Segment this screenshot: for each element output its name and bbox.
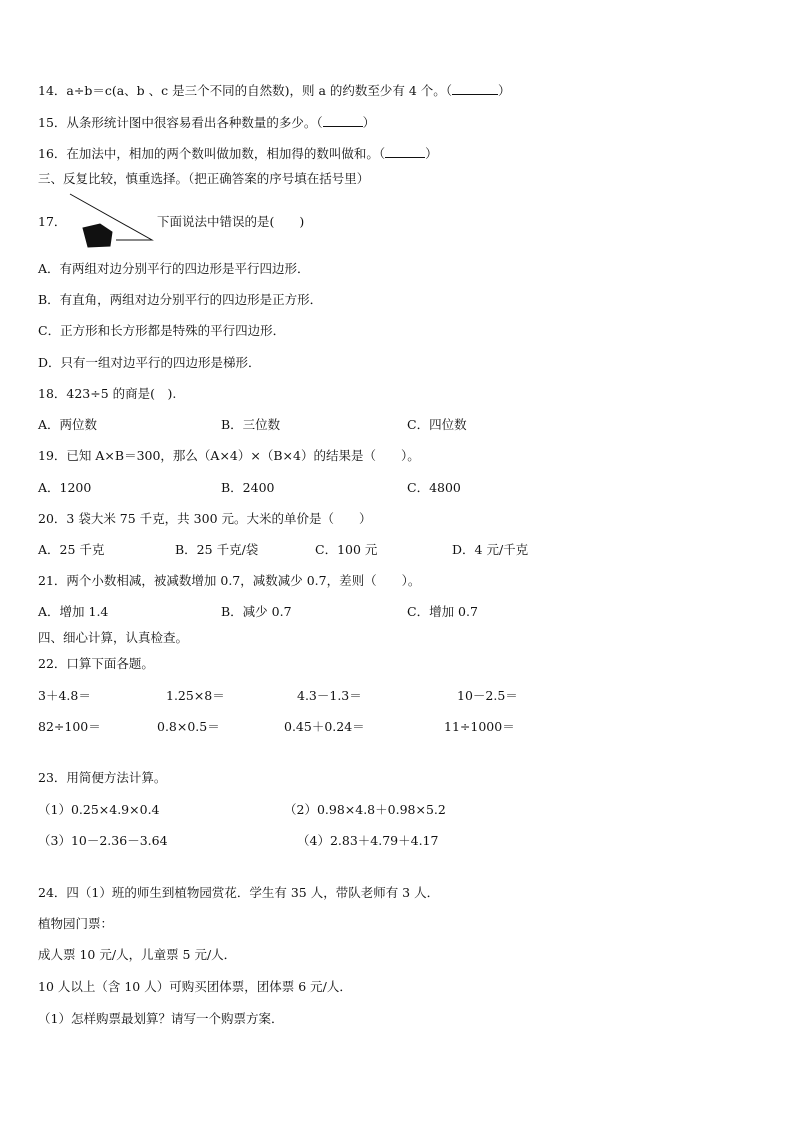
calc-item: 11÷1000＝ <box>444 719 515 734</box>
option-b[interactable]: B．25 千克/袋 <box>175 542 259 557</box>
calc-item: 3＋4.8＝ <box>38 688 91 703</box>
answer-blank[interactable] <box>452 83 498 95</box>
option-b[interactable]: B．2400 <box>221 480 275 495</box>
option-b[interactable]: B．三位数 <box>221 417 281 432</box>
option-a[interactable]: A．1200 <box>38 480 92 495</box>
option-c[interactable]: C．四位数 <box>407 417 467 432</box>
question-20-stem: 20．3 袋大米 75 千克，共 300 元。大米的单价是（ ） <box>38 511 372 526</box>
text-line: （1）怎样购票最划算？请写一个购票方案． <box>38 1011 284 1026</box>
question-23-stem: 23．用简便方法计算。 <box>38 770 167 785</box>
question-18-stem: 18．423÷5 的商是( ). <box>38 386 177 401</box>
option-c[interactable]: C．4800 <box>407 480 461 495</box>
option-a[interactable]: A．增加 1.4 <box>38 604 109 619</box>
section-4-heading: 四、细心计算，认真检查。 <box>38 630 189 645</box>
answer-blank[interactable] <box>323 115 363 127</box>
calc-item: （1）0.25×4.9×0.4 <box>38 802 160 817</box>
option-d[interactable]: D．只有一组对边平行的四边形是梯形． <box>38 355 261 370</box>
question-14-text: 14．a÷b＝c(a、b 、c 是三个不同的自然数)，则 a 的约数至少有 4 个。（ <box>38 83 453 98</box>
question-16-text: 16．在加法中，相加的两个数叫做加数，相加得的数叫做和。（ <box>38 146 386 161</box>
question-22-stem: 22．口算下面各题。 <box>38 656 154 671</box>
text-line: 植物园门票： <box>38 916 114 931</box>
option-c[interactable]: C．100 元 <box>315 542 378 557</box>
calc-item: 10－2.5＝ <box>457 688 518 703</box>
question-17-stem: 下面说法中错误的是( ) <box>157 214 305 229</box>
question-15 <box>38 115 375 131</box>
option-a[interactable]: A．有两组对边分别平行的四边形是平行四边形． <box>38 261 310 276</box>
question-17-number: 17． <box>38 214 67 229</box>
option-d[interactable]: D．4 元/千克 <box>452 542 529 557</box>
option-b[interactable]: B．有直角，两组对边分别平行的四边形是正方形． <box>38 292 323 307</box>
option-b[interactable]: B．减少 0.7 <box>221 604 292 619</box>
calc-item: （3）10－2.36－3.64 <box>38 833 168 848</box>
calc-item: （4）2.83＋4.79＋4.17 <box>297 833 439 848</box>
calc-item: 0.45＋0.24＝ <box>284 719 365 734</box>
calc-item: （2）0.98×4.8＋0.98×5.2 <box>284 802 446 817</box>
section-3-heading: 三、反复比较，慎重选择。（把正确答案的序号填在括号里） <box>38 171 370 186</box>
text-line: 成人票 10 元/人，儿童票 5 元/人． <box>38 947 237 962</box>
question-14 <box>38 83 511 99</box>
question-15-text: 15．从条形统计图中很容易看出各种数量的多少。（ <box>38 115 323 130</box>
text-line: 10 人以上（含 10 人）可购买团体票，团体票 6 元/人． <box>38 979 352 994</box>
question-21-stem: 21．两个小数相减，被减数增加 0.7，减数减少 0.7，差则（ ）。 <box>38 573 421 588</box>
option-a[interactable]: A．两位数 <box>38 417 98 432</box>
question-14-close: ） <box>498 83 511 98</box>
calc-item: 4.3－1.3＝ <box>297 688 362 703</box>
calc-item: 82÷100＝ <box>38 719 101 734</box>
question-24-stem: 24．四（1）班的师生到植物园赏花．学生有 35 人，带队老师有 3 人． <box>38 885 440 900</box>
option-a[interactable]: A．25 千克 <box>38 542 105 557</box>
question-16 <box>38 146 438 162</box>
quadrilateral-figure <box>68 192 158 250</box>
calc-item: 0.8×0.5＝ <box>157 719 220 734</box>
answer-blank[interactable] <box>385 146 425 158</box>
option-c[interactable]: C．正方形和长方形都是特殊的平行四边形． <box>38 323 286 338</box>
question-16-close: ） <box>425 146 438 161</box>
question-15-close: ） <box>362 115 376 130</box>
calc-item: 1.25×8＝ <box>166 688 225 703</box>
option-c[interactable]: C．增加 0.7 <box>407 604 478 619</box>
question-19-stem: 19．已知 A×B＝300，那么（A×4）×（B×4）的结果是（ ）。 <box>38 448 420 463</box>
